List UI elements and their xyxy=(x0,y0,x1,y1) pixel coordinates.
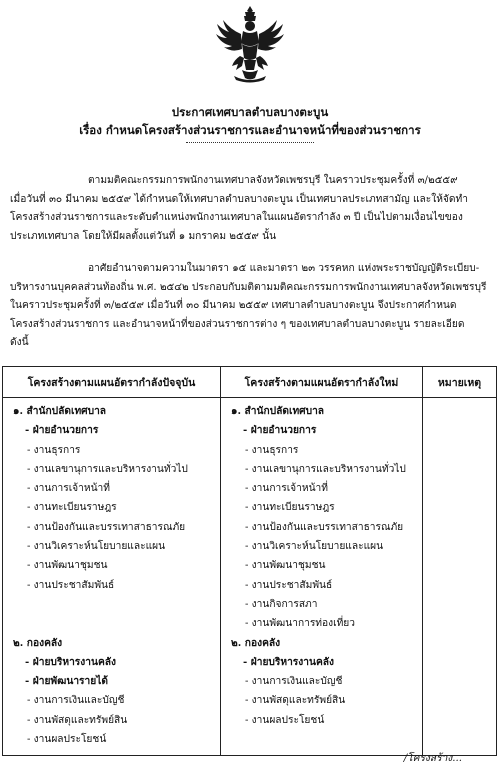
remark-cell xyxy=(423,398,497,756)
unit-item: - งานวิเคราะห์นโยบายและแผน xyxy=(245,541,384,553)
division-title: ๒. กองคลัง xyxy=(231,636,281,649)
unit-item: - งานพัสดุและทรัพย์สิน xyxy=(245,695,346,707)
garuda-emblem-icon xyxy=(212,4,288,84)
unit-item: - งานวิเคราะห์นโยบายและแผน xyxy=(27,541,166,553)
paragraph-line: โครงสร้างส่วนราชการและระดับตำแหน่งพนักงานเทศบาลในแผนอัตรากำลัง ๓ ปี เป็นไปตามเงื่อนไขของ xyxy=(10,212,463,223)
paragraph-line: ประเภทเทศบาล โดยให้มีผลตั้งแต่วันที่ ๑ มกราคม ๒๕๕๙ นั้น xyxy=(10,230,277,242)
paragraph-1 xyxy=(10,172,490,246)
announcement-title: ประกาศเทศบาลตำบลบางตะบูน xyxy=(171,105,329,119)
paragraph-line: เมื่อวันที่ ๓๐ มีนาคม ๒๕๕๙ ได้กำหนดให้เทศบาลตำบลบางตะบูน เป็นเทศบาลประเภทสามัญ และให้จัดทำ xyxy=(10,193,468,205)
paragraph-line: โครงสร้างส่วนราชการ และอำนาจหน้าที่ของส่วนราชการต่าง ๆ ของเทศบาลตำบลบางตะบูน รายละเอียด xyxy=(10,318,465,330)
announcement-subject: เรื่อง กำหนดโครงสร้างส่วนราชการและอำนาจหน้าที่ของส่วนราชการ xyxy=(79,123,421,137)
new-structure-cell xyxy=(221,398,423,756)
unit-item: - งานพัสดุและทรัพย์สิน xyxy=(27,714,128,726)
unit-item: - งานผลประโยชน์ xyxy=(245,714,325,726)
unit-item: - งานการเจ้าหน้าที่ xyxy=(27,483,110,495)
division-title: ๑. สำนักปลัดเทศบาล xyxy=(231,405,325,417)
section-title: - ฝ่ายอำนวยการ xyxy=(25,424,99,437)
unit-item: - งานเลขานุการและบริหารงานทั่วไป xyxy=(27,463,188,475)
section-title: - ฝ่ายบริหารงานคลัง xyxy=(243,655,334,668)
paragraph-line: บริหารงานบุคคลส่วนท้องถิ่น พ.ศ. ๒๕๔๒ ประกอบกับมติตามมติคณะกรรมการพนักงานเทศบาลจังหวัดเพชรบุรี xyxy=(10,281,487,293)
table-body-row xyxy=(3,398,497,756)
continuation-note: /โครงสร้าง... xyxy=(403,753,462,764)
title-divider xyxy=(186,142,314,143)
unit-item: - งานป้องกันและบรรเทาสาธารณภัย xyxy=(27,521,186,533)
structure-table xyxy=(2,366,497,756)
paragraph-line: ในคราวประชุมครั้งที่ ๓/๒๕๕๙ เมื่อวันที่ ๓๐ มีนาคม ๒๕๕๙ เทศบาลตำบลบางตะบูน จึงประกาศกำหนด xyxy=(10,300,457,311)
unit-item: - งานการเงินและบัญชี xyxy=(27,695,125,707)
unit-item: - งานการเงินและบัญชี xyxy=(245,676,343,688)
unit-item: - งานพัฒนาการท่องเที่ยว xyxy=(245,618,355,630)
unit-item: - งานธุรการ xyxy=(245,444,299,456)
unit-item: - งานประชาสัมพันธ์ xyxy=(27,579,115,591)
unit-item: - งานพัฒนาชุมชน xyxy=(245,560,326,572)
unit-item: - งานป้องกันและบรรเทาสาธารณภัย xyxy=(245,521,404,533)
unit-item: - งานทะเบียนราษฎร xyxy=(245,502,335,514)
division-title: ๒. กองคลัง xyxy=(13,636,63,649)
section-title: - ฝ่ายอำนวยการ xyxy=(243,424,317,437)
paragraph-line: อาศัยอำนาจตามความในมาตรา ๑๕ และมาตรา ๒๓ วรรคหก แห่งพระราชบัญญัติระเบียบ- xyxy=(88,263,480,274)
paragraph-line: ตามมติคณะกรรมการพนักงานเทศบาลจังหวัดเพชรบุรี ในคราวประชุมครั้งที่ ๓/๒๕๕๙ xyxy=(88,175,458,186)
header-remark: หมายเหตุ xyxy=(423,367,497,398)
section-title: - ฝ่ายบริหารงานคลัง xyxy=(25,655,116,668)
section-title: - ฝ่ายพัฒนารายได้ xyxy=(25,675,108,688)
unit-item: - งานพัฒนาชุมชน xyxy=(27,560,108,572)
unit-item: - งานเลขานุการและบริหารงานทั่วไป xyxy=(245,463,406,475)
unit-item: - งานธุรการ xyxy=(27,444,81,456)
header-new: โครงสร้างตามแผนอัตรากำลังใหม่ xyxy=(221,367,423,398)
unit-item: - งานผลประโยชน์ xyxy=(27,734,107,746)
header-current: โครงสร้างตามแผนอัตรากำลังปัจจุบัน xyxy=(3,367,221,398)
unit-item: - งานประชาสัมพันธ์ xyxy=(245,579,333,591)
paragraph-line: ดังนี้ xyxy=(10,337,29,348)
current-structure-cell xyxy=(3,398,221,756)
unit-item: - งานกิจการสภา xyxy=(245,598,318,610)
announcement-title-block xyxy=(0,103,500,139)
paragraph-2 xyxy=(10,260,490,353)
table-header-row xyxy=(3,367,497,398)
division-title: ๑. สำนักปลัดเทศบาล xyxy=(13,405,107,417)
unit-item: - งานการเจ้าหน้าที่ xyxy=(245,483,328,495)
unit-item: - งานทะเบียนราษฎร xyxy=(27,502,117,514)
